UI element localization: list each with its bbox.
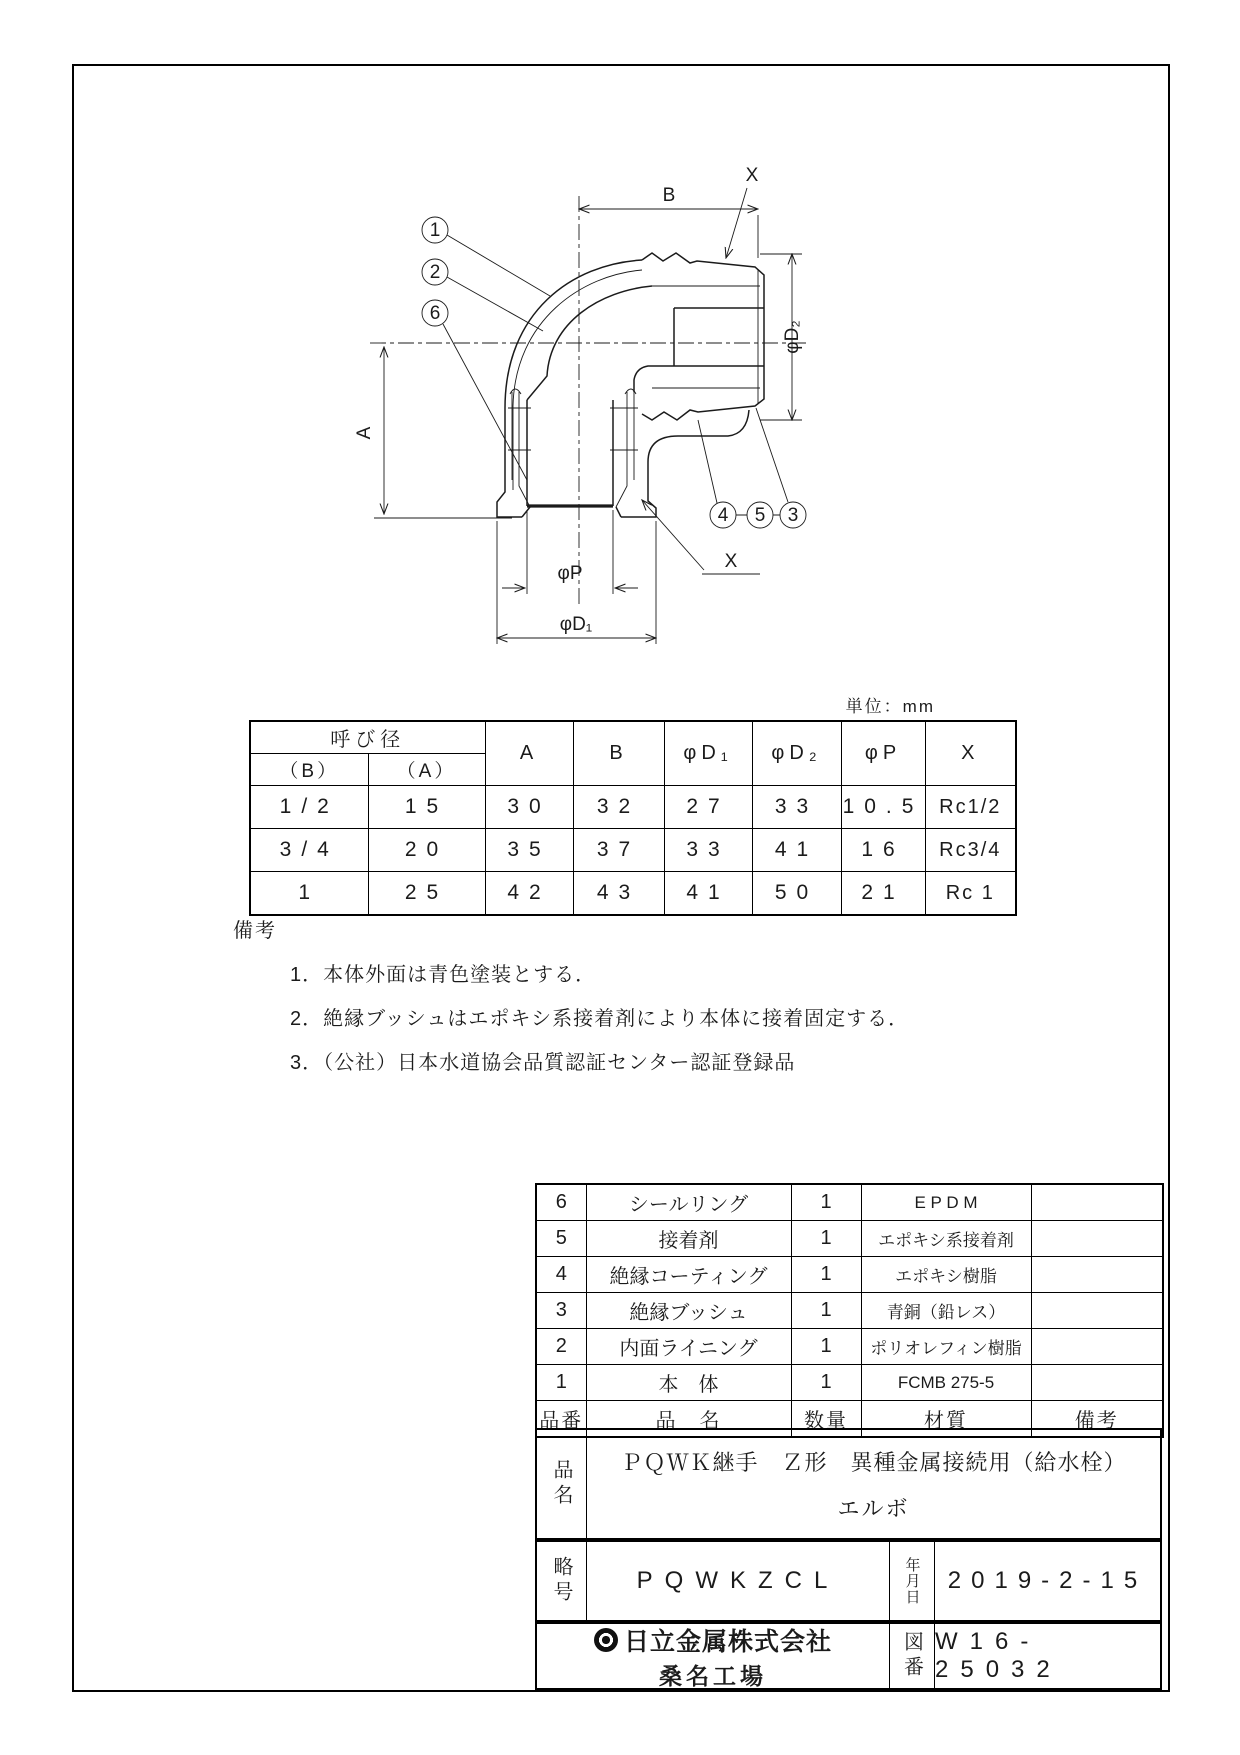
dim-cell: 43 <box>573 872 664 916</box>
dim-label-b: B <box>662 185 676 206</box>
parts-header-material: 材質 <box>861 1401 1031 1438</box>
dim-row-2 <box>250 829 1016 872</box>
parts-header-no: 品番 <box>536 1401 586 1438</box>
dim-cell: Rc 1 <box>925 872 1016 916</box>
dim-cell: Rc3/4 <box>925 829 1016 872</box>
part-name: 絶縁ブッシュ <box>586 1293 791 1329</box>
dim-cell: 35 <box>485 829 573 872</box>
notes-title: 備考 <box>233 920 277 942</box>
part-row-2 <box>536 1329 1163 1365</box>
part-material: エポキシ系接着剤 <box>861 1221 1031 1257</box>
note-item-3: 3．（公社）日本水道協会品質認証センター認証登録品 <box>290 1052 796 1074</box>
header-col-a: A <box>485 721 573 786</box>
dim-cell: Rc1/2 <box>925 786 1016 829</box>
port-bore <box>674 308 764 366</box>
balloon-6-num: 6 <box>429 303 441 324</box>
dim-label-d1: φD₁ <box>559 614 593 635</box>
part-material: ポリオレフィン樹脂 <box>861 1329 1031 1365</box>
dim-cell: 37 <box>573 829 664 872</box>
part-remarks <box>1031 1257 1163 1293</box>
dim-cell: 21 <box>841 872 925 916</box>
leader-x-top <box>726 188 747 258</box>
unit-label: 単位：mm <box>845 697 935 716</box>
leader-balloon-1 <box>447 235 550 296</box>
date-value: 2019-2-15 <box>947 1567 1148 1594</box>
header-col-d2: φD₂ <box>752 721 841 786</box>
drawing-number-label: 図番 <box>890 1624 935 1688</box>
header-sub-a: （A） <box>368 754 485 786</box>
dim-cell: 3/4 <box>250 829 368 872</box>
dim-label-a: A <box>354 426 375 440</box>
balloon-5-num: 5 <box>754 505 766 526</box>
leader-balloon-6 <box>443 324 527 480</box>
title-block-company-row <box>535 1622 1162 1690</box>
part-row-3 <box>536 1293 1163 1329</box>
dim-cell: 1 <box>250 872 368 916</box>
part-material: エポキシ樹脂 <box>861 1257 1031 1293</box>
dim-cell: 32 <box>573 786 664 829</box>
dim-cell: 15 <box>368 786 485 829</box>
part-remarks <box>1031 1221 1163 1257</box>
company-name: 日立金属株式会社 <box>623 1627 832 1656</box>
product-name-label: 品名 <box>537 1430 587 1538</box>
code-value: PQWKZCL <box>587 1542 890 1620</box>
dim-cell: 20 <box>368 829 485 872</box>
dim-cell: 33 <box>752 786 841 829</box>
balloon-1-num: 1 <box>429 220 441 241</box>
dim-label-d2: φD₂ <box>782 320 803 354</box>
dim-cell: 42 <box>485 872 573 916</box>
part-no: 5 <box>536 1221 586 1257</box>
part-qty: 1 <box>791 1184 861 1221</box>
bush-right-wall <box>616 392 634 507</box>
part-remarks <box>1031 1184 1163 1221</box>
company-logo-icon <box>594 1628 618 1652</box>
leader-balloon-3 <box>756 408 788 502</box>
dim-row-1 <box>250 786 1016 829</box>
leader-x-bottom <box>642 500 704 570</box>
part-row-5 <box>536 1221 1163 1257</box>
dim-cell: 41 <box>752 829 841 872</box>
header-col-x: X <box>925 721 1016 786</box>
dim-cell: 16 <box>841 829 925 872</box>
dim-cell: 41 <box>664 872 752 916</box>
note-item-2: 2．絶縁ブッシュはエポキシ系接着剤により本体に接着固定する． <box>290 1008 910 1030</box>
part-name: 内面ライニング <box>586 1329 791 1365</box>
parts-header-name: 品 名 <box>586 1401 791 1438</box>
dimension-table <box>249 720 1017 916</box>
header-nominal-dia: 呼び径 <box>250 721 485 754</box>
balloon-2-num: 2 <box>429 262 441 283</box>
part-qty: 1 <box>791 1365 861 1401</box>
dim-cell: 27 <box>664 786 752 829</box>
dim-cell: 25 <box>368 872 485 916</box>
header-sub-b: （B） <box>250 754 368 786</box>
part-qty: 1 <box>791 1329 861 1365</box>
leader-balloon-4 <box>698 420 717 503</box>
dim-cell: 10.5 <box>841 786 925 829</box>
header-col-d1: φD₁ <box>664 721 752 786</box>
dim-cell: 30 <box>485 786 573 829</box>
part-remarks <box>1031 1365 1163 1401</box>
part-material: E P D M <box>861 1184 1031 1221</box>
date-label: 年月日 <box>890 1542 935 1620</box>
body-lower-right <box>621 410 749 517</box>
factory-name: 桑名工場 <box>659 1662 767 1689</box>
part-name: 絶縁コーティング <box>586 1257 791 1293</box>
title-block-code-row <box>535 1540 1162 1622</box>
part-qty: 1 <box>791 1221 861 1257</box>
dim-label-x-bottom: X <box>724 551 738 572</box>
dim-cell: 33 <box>664 829 752 872</box>
product-name-line1: ＰＱＷＫ継手 Ｚ形 異種金属接続用（給水栓） <box>620 1449 1127 1475</box>
parts-header-remarks: 備考 <box>1031 1401 1163 1438</box>
part-row-1 <box>536 1365 1163 1401</box>
part-name: シールリング <box>586 1184 791 1221</box>
code-label: 略号 <box>537 1542 587 1620</box>
company-cell <box>537 1624 890 1688</box>
part-row-4 <box>536 1257 1163 1293</box>
drawing-number-value: W16-25032 <box>935 1628 1062 1683</box>
dim-cell: 1/2 <box>250 786 368 829</box>
product-name-line2: エルボ <box>837 1495 910 1521</box>
product-name-cell <box>587 1430 1160 1538</box>
header-col-b: B <box>573 721 664 786</box>
header-col-p: φP <box>841 721 925 786</box>
elbow-section-drawing <box>300 150 860 650</box>
part-remarks <box>1031 1329 1163 1365</box>
lining-arc <box>513 270 642 490</box>
leader-balloon-2 <box>447 277 543 331</box>
part-no: 6 <box>536 1184 586 1221</box>
part-no: 1 <box>536 1365 586 1401</box>
part-name: 接着剤 <box>586 1221 791 1257</box>
balloon-3-num: 3 <box>787 505 799 526</box>
dim-row-3 <box>250 872 1016 916</box>
balloon-4-num: 4 <box>717 505 729 526</box>
part-material: FCMB 275-5 <box>861 1365 1031 1401</box>
parts-header-qty: 数量 <box>791 1401 861 1438</box>
parts-table <box>535 1183 1164 1438</box>
title-block-product-row <box>535 1428 1162 1540</box>
notes-section <box>233 914 909 1075</box>
part-name: 本 体 <box>586 1365 791 1401</box>
part-remarks <box>1031 1293 1163 1329</box>
part-no: 4 <box>536 1257 586 1293</box>
part-no: 3 <box>536 1293 586 1329</box>
dim-cell: 50 <box>752 872 841 916</box>
dim-label-p: φP <box>557 563 583 584</box>
dim-label-x-top: X <box>745 165 759 186</box>
part-qty: 1 <box>791 1257 861 1293</box>
thread-root-lines <box>652 269 760 404</box>
part-material: 青銅（鉛レス） <box>861 1293 1031 1329</box>
part-qty: 1 <box>791 1293 861 1329</box>
part-row-6 <box>536 1184 1163 1221</box>
part-no: 2 <box>536 1329 586 1365</box>
bush-top-bumps <box>510 389 636 394</box>
note-item-1: 1．本体外面は青色塗装とする． <box>290 964 597 986</box>
port-outline <box>642 253 764 420</box>
